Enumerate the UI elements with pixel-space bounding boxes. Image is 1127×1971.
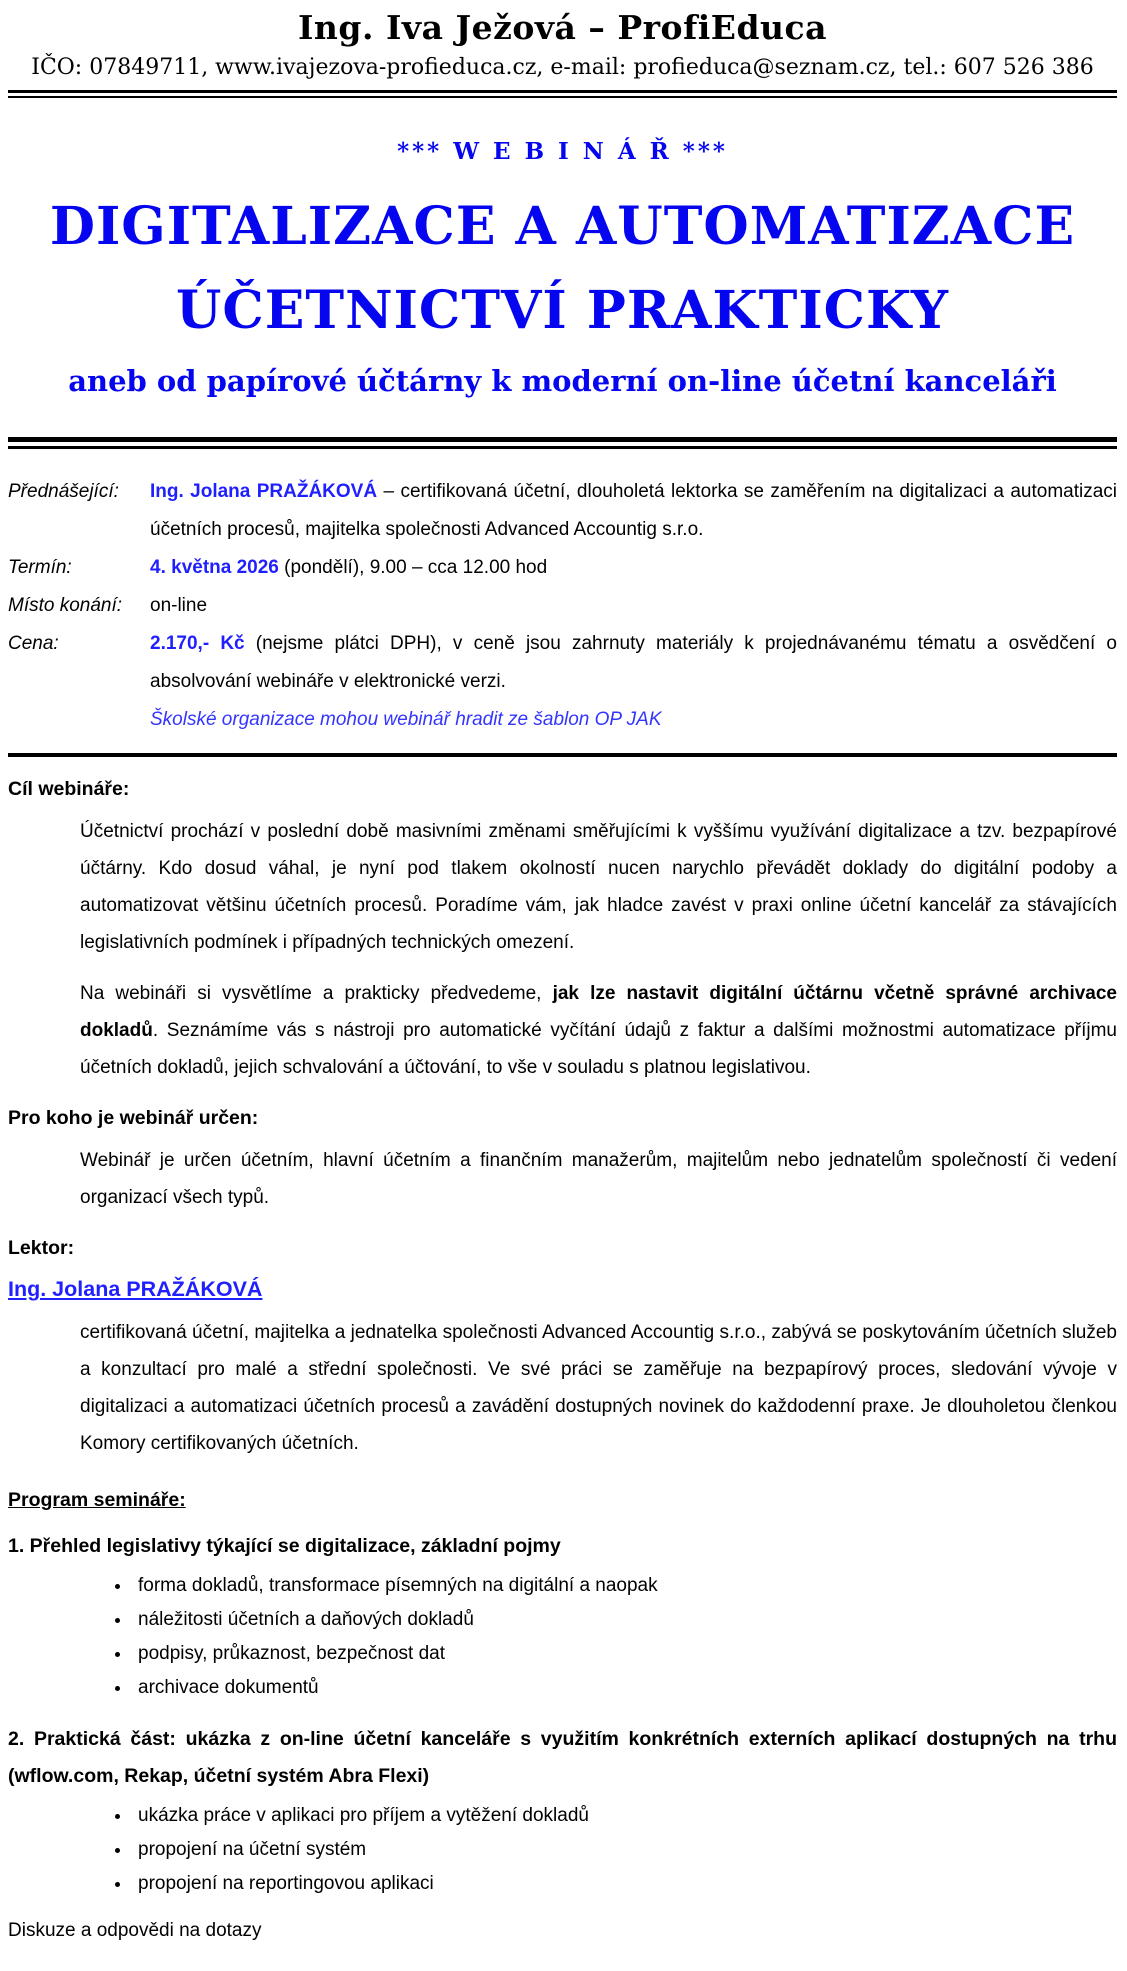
- company-contact-line: IČO: 07849711, www.ivajezova-profieduca.cz, e-mail: profieduca@seznam.cz, tel.: 607 526 386: [31, 55, 1094, 80]
- lecturer-bio-paragraph: certifikovaná účetní, majitelka a jednatelka společnosti Advanced Accountig s.r.o., zabývá se poskytováním účetních služeb a konzultací pro malé a střední společnosti. Ve své práci se zaměřuje na bezpapírový proces, sledování vývoje v digitalizaci a automatizaci účetních procesů a zavádění dostupných novinek do každodenní praxe. Je dlouholetou členkou Komory certifikovaných účetních.: [80, 1322, 1117, 1454]
- detail-row-date: [8, 549, 1117, 587]
- detail-label: Místo konání:: [8, 595, 123, 616]
- divider-details: [8, 753, 1117, 757]
- goal-p2-bold: jak lze nastavit digitální účtárnu včetně správné archivace dokladů: [80, 983, 1117, 1041]
- divider-header: [8, 90, 1117, 98]
- detail-label: Přednášející:: [8, 481, 119, 502]
- bullet-item: • podpisy, průkaznost, bezpečnost dat: [132, 1637, 1117, 1671]
- detail-value: [150, 473, 1117, 549]
- detail-row-venue: [8, 587, 1117, 625]
- subtitle: aneb od papírové účtárny k moderní on-line účetní kanceláři: [68, 364, 1057, 398]
- webinar-label: *** W E B I N Á Ř ***: [397, 138, 728, 165]
- detail-value: [150, 625, 1117, 739]
- program-item-1-title: 1. Přehled legislativy týkající se digitalizace, základní pojmy: [8, 1535, 561, 1557]
- price-description: (nejsme plátci DPH), v ceně jsou zahrnuty materiály k projednávanému tématu a osvědčení o absolvování webináře v elektronické verzi.: [150, 633, 1117, 692]
- price-highlight: 2.170,- Kč: [150, 633, 245, 654]
- date-description: (pondělí), 9.00 – cca 12.00 hod: [278, 557, 548, 578]
- detail-row-price: [8, 625, 1117, 739]
- date-highlight: 4. května 2026: [150, 557, 279, 578]
- lecturer-description: – certifikovaná účetní, dlouholetá lektorka se zaměřením na digitalizaci a automatizaci účetních procesů, majitelka společnosti Advanced Accountig s.r.o.: [150, 481, 1117, 540]
- goal-paragraph-1: Účetnictví prochází v poslední době masivními změnami směřujícími k vyššímu využívání digitalizace a tzv. bezpapírové účtárny. Kdo dosud váhal, je nyní pod tlakem okolností nucen narychlo převádět doklady do digitální podoby a automatizovat většinu účetních procesů. Poradíme vám, jak hladce zavést v praxi online účetní kancelář za stávajících legislativních podmínek i případných technických omezení.: [80, 821, 1117, 953]
- main-title-line1: DIGITALIZACE A AUTOMATIZACE: [49, 196, 1076, 257]
- detail-label: Cena:: [8, 633, 59, 654]
- bullet-item: • propojení na reportingovou aplikaci: [132, 1867, 1117, 1901]
- program-item-2-bullets: [80, 1799, 1117, 1901]
- main-title-line2: ÚČETNICTVÍ PRAKTICKY: [176, 280, 949, 341]
- bullet-item: • propojení na účetní systém: [132, 1833, 1117, 1867]
- bullet-item: • náležitosti účetních a daňových dokladů: [132, 1603, 1117, 1637]
- lecturer-name-highlight: Ing. Jolana PRAŽÁKOVÁ: [150, 481, 378, 502]
- divider-banner: [8, 437, 1117, 449]
- goal-p2-pre: Na webináři si vysvětlíme a prakticky předvedeme,: [80, 983, 553, 1004]
- audience-heading: Pro koho je webinář určen:: [8, 1107, 259, 1129]
- lecturer-name-link[interactable]: Ing. Jolana PRAŽÁKOVÁ: [8, 1277, 263, 1301]
- program-item-1-bullets: [80, 1569, 1117, 1705]
- company-title: Ing. Iva Ježová – ProfiEduca: [298, 8, 827, 47]
- venue-value: on-line: [150, 595, 208, 616]
- school-funding-note: Školské organizace mohou webinář hradit ze šablon OP JAK: [150, 709, 662, 730]
- detail-value: [150, 587, 1117, 625]
- letterhead: [8, 6, 1117, 82]
- bullet-item: • forma dokladů, transformace písemných na digitální a naopak: [132, 1569, 1117, 1603]
- bullet-item: • archivace dokumentů: [132, 1671, 1117, 1705]
- detail-label: Termín:: [8, 557, 72, 578]
- program-item-2-title: 2. Praktická část: ukázka z on-line účetní kanceláře s využitím konkrétních externích aplikací dostupných na trhu (wflow.com, Rekap, účetní systém Abra Flexi): [8, 1728, 1117, 1787]
- lecturer-heading: Lektor:: [8, 1237, 75, 1259]
- details-table: [8, 473, 1117, 739]
- goal-heading: Cíl webináře:: [8, 778, 130, 800]
- goal-paragraph-2: [80, 975, 1117, 1086]
- price-line: [150, 625, 1117, 701]
- discussion-footer: Diskuze a odpovědi na dotazy: [8, 1920, 262, 1941]
- detail-row-lecturer: [8, 473, 1117, 549]
- goal-p2-post: . Seznámíme vás s nástroji pro automatické vyčítání údajů z faktur a dalšími možnostmi automatizace příjmu účetních dokladů, jejich schvalování a účtování, to vše v souladu s platnou legislativou.: [80, 1020, 1117, 1078]
- program-heading: Program semináře:: [8, 1489, 186, 1511]
- main-title: [8, 185, 1117, 353]
- audience-paragraph: Webinář je určen účetním, hlavní účetním a finančním manažerům, majitelům nebo jednatelům společností či vedení organizací všech typů.: [80, 1150, 1117, 1208]
- bullet-item: • ukázka práce v aplikaci pro příjem a vytěžení dokladů: [132, 1799, 1117, 1833]
- detail-value: [150, 549, 1117, 587]
